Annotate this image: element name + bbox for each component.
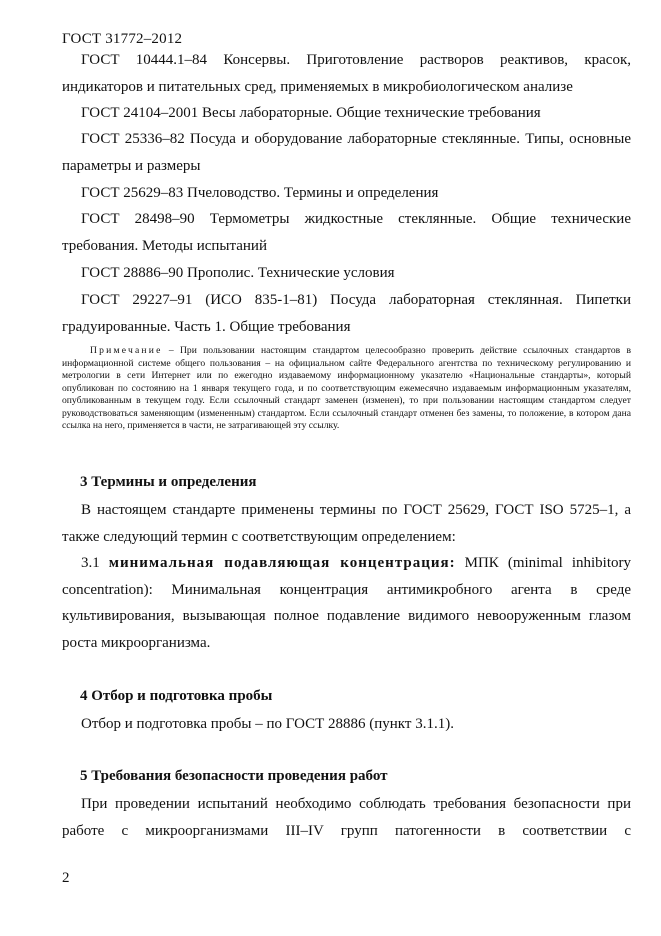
section-3-heading: 3 Термины и определения (80, 474, 257, 490)
reference-item: ГОСТ 28498–90 Термометры жидкостные стеклянные. Общие технические требования. Методы испытаний (62, 211, 631, 254)
term-name: минимальная подавляющая концентрация: (108, 555, 456, 571)
term-definition: МПК (minimal inhibitory concentration): Минимальная концентрация антимикробного агента в среде культивирования, вызывающая полное подавление видимого невооруженным глазом роста микроорганизма. (62, 555, 631, 651)
section-4-text: Отбор и подготовка пробы – по ГОСТ 28886 (пункт 3.1.1). (81, 716, 454, 732)
reference-item: ГОСТ 25336–82 Посуда и оборудование лабораторные стеклянные. Типы, основные параметры и размеры (62, 131, 631, 174)
section-3-intro: В настоящем стандарте применены термины по ГОСТ 25629, ГОСТ ISO 5725–1, а также следующий термин с соответствующим определением: (62, 502, 631, 545)
reference-item: ГОСТ 24104–2001 Весы лабораторные. Общие технические требования (81, 105, 541, 121)
document-header-code: ГОСТ 31772–2012 (62, 31, 183, 47)
note-label: Примечание (90, 345, 163, 356)
term-definition-paragraph (62, 550, 631, 656)
note-text: – При пользовании настоящим стандартом целесообразно проверить действие ссылочных стандартов в информационной системе общего пользования – на официальном сайте Федерального агентства по техническому регулированию и метрологии в сети Интернет или по ежегодно издаваемому информационному указателю «Национальные стандарты», который опубликован по состоянию на 1 января текущего года, и по соответствующим ежемесячно издаваемым информационным указателям, опубликованным в текущем году. Если ссылочный стандарт заменен (изменен), то при пользовании настоящим стандартом следует руководствоваться заменяющим (измененным) стандартом. Если ссылочный стандарт отменен без замены, то положение, в котором дана ссылка на него, применяется в части, не затрагивающей эту ссылку. (62, 345, 631, 431)
section-5-text: При проведении испытаний необходимо соблюдать требования безопасности при работе с микроорганизмами III–IV групп патогенности в соответствии с (62, 796, 631, 839)
reference-item: ГОСТ 29227–91 (ИСО 835-1–81) Посуда лабораторная стеклянная. Пипетки градуированные. Часть 1. Общие требования (62, 292, 631, 335)
note-block (62, 345, 631, 433)
section-5-heading: 5 Требования безопасности проведения работ (80, 768, 388, 784)
reference-item: ГОСТ 10444.1–84 Консервы. Приготовление растворов реактивов, красок, индикаторов и питательных сред, применяемых в микробиологическом анализе (62, 52, 631, 95)
reference-item: ГОСТ 25629–83 Пчеловодство. Термины и определения (81, 185, 439, 201)
term-number: 3.1 (81, 555, 100, 571)
reference-item: ГОСТ 28886–90 Прополис. Технические условия (81, 265, 395, 281)
page-number: 2 (62, 870, 70, 886)
section-4-heading: 4 Отбор и подготовка пробы (80, 688, 273, 704)
